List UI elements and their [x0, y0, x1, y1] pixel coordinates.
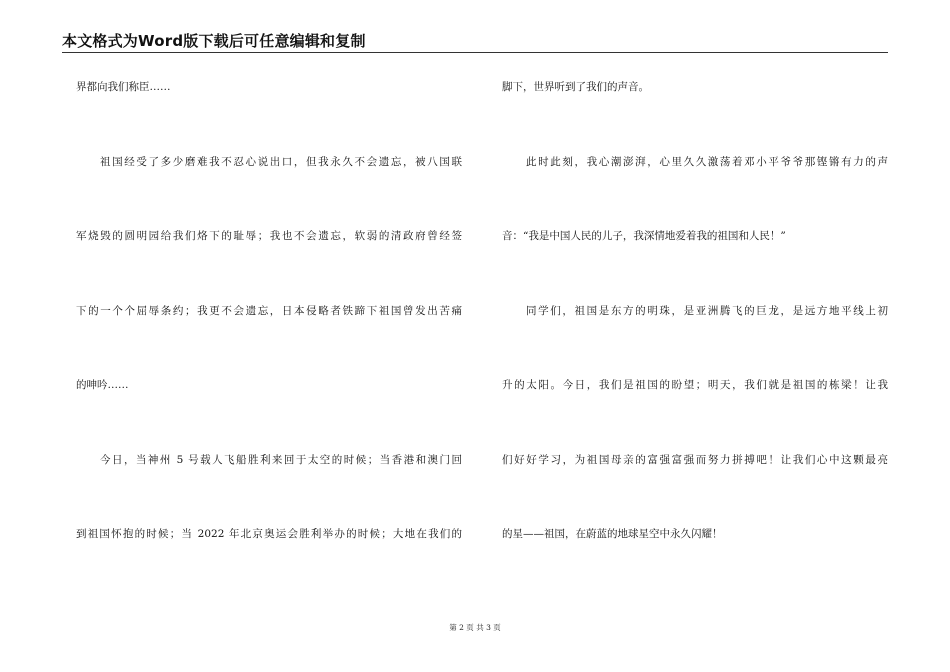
page-number-footer: 第 2 页 共 3 页 — [449, 623, 501, 632]
paragraph-line: 军烧毁的圆明园给我们烙下的耻辱；我也不会遗忘，软弱的清政府曾经签 — [76, 230, 462, 242]
document-header-title: 本文格式为Word版下载后可任意编辑和复制 — [62, 32, 366, 50]
paragraph-line: 今日，当神州 5 号载人飞船胜利来回于太空的时候；当香港和澳门回 — [100, 454, 462, 466]
header-divider — [62, 52, 888, 53]
paragraph-line: 们好好学习，为祖国母亲的富强富强而努力拼搏吧！让我们心中这颗最亮 — [502, 454, 888, 466]
paragraph-line: 脚下，世界听到了我们的声音。 — [502, 81, 649, 93]
paragraph-line: 同学们，祖国是东方的明珠，是亚洲腾飞的巨龙，是远方地平线上初 — [526, 305, 888, 317]
paragraph-line: 此时此刻，我心潮澎湃，心里久久激荡着邓小平爷爷那铿锵有力的声 — [526, 156, 888, 168]
paragraph-line: 升的太阳。今日，我们是祖国的盼望；明天，我们就是祖国的栋梁！让我 — [502, 379, 888, 391]
paragraph-line: 下的一个个屈辱条约；我更不会遗忘，日本侵略者铁蹄下祖国曾发出苦痛 — [76, 305, 462, 317]
paragraph-line: 的星——祖国，在蔚蓝的地球星空中永久闪耀！ — [502, 528, 723, 540]
paragraph-line: 音：“我是中国人民的儿子，我深情地爱着我的祖国和人民！” — [502, 230, 786, 242]
paragraph-line: 界都向我们称臣…… — [76, 81, 171, 93]
paragraph-line: 的呻吟…… — [76, 379, 129, 391]
paragraph-line: 到祖国怀抱的时候；当 2022 年北京奥运会胜利举办的时候；大地在我们的 — [76, 528, 462, 540]
paragraph-line: 祖国经受了多少磨难我不忍心说出口，但我永久不会遗忘，被八国联 — [100, 156, 462, 168]
